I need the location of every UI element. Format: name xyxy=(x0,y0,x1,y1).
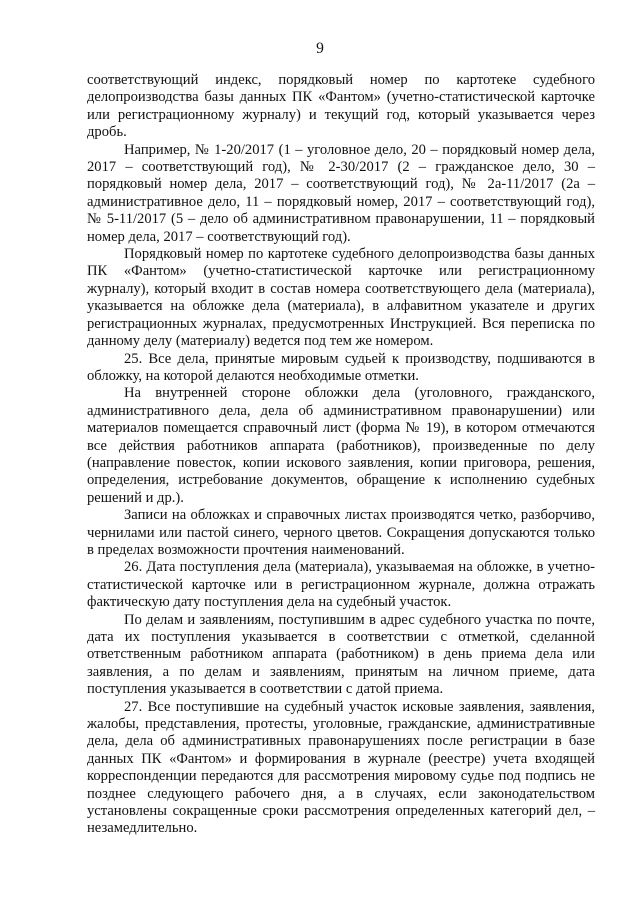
paragraph-item-27: 27. Все поступившие на судебный участок исковые заявления, заявления, жалобы, представления, протесты, уголовные, гражданские, административные дела, дела об административных правонарушениях после регистрации в базе данных ПК «Фантом» и формирования в журнале (реестре) учета входящей корреспонденции передаются для рассмотрения мировому судье под подпись не позднее следующего рабочего дня, а в случаях, если законодательством установлены сокращенные сроки рассмотрения определенных категорий дел, – незамедлительно. xyxy=(87,698,595,837)
paragraph-case-number-examples: Например, № 1-20/2017 (1 – уголовное дело, 20 – порядковый номер дела, 2017 – соответствующий год), № 2-30/2017 (2 – гражданское дело, 30 – порядковый номер дела, 2017 – соответствующий год), № 2а-11/2017 (2а – административное дело, 11 – порядковый номер, 2017 – соответствующий год), № 5-11/2017 (5 – дело об административном правонарушении, 11 – порядковый номер дела, 2017 – соответствующий год). xyxy=(87,141,595,245)
paragraph-reference-sheet: На внутренней стороне обложки дела (уголовного, гражданского, административного дела, дела об административном правонарушении) или материалов помещается справочный лист (форма № 19), в котором отмечаются все действия работников аппарата (работников), произведенные по делу (направление повесток, копии искового заявления, копии приговора, решения, определения, истребование документов, обращение к исполнению судебных решений и др.). xyxy=(87,385,595,506)
paragraph-item-26: 26. Дата поступления дела (материала), указываемая на обложке, в учетно-статистической карточке или в регистрационном журнале, должна отражать фактическую дату поступления дела на судебный участок. xyxy=(87,559,595,611)
paragraph-mail-receipt-date: По делам и заявлениям, поступившим в адрес судебного участка по почте, дата их поступления указывается в соответствии с отметкой, сделанной ответственным работником аппарата (работником) в день приема дела или заявления, а по делам и заявлениям, принятым на личном приеме, дата поступления указывается в соответствии с датой приема. xyxy=(87,611,595,698)
paragraph-records-on-covers: Записи на обложках и справочных листах производятся четко, разборчиво, чернилами или пастой синего, черного цветов. Сокращения допускаются только в пределах возможности прочтения наименований. xyxy=(87,507,595,558)
page-number: 9 xyxy=(316,40,324,57)
document-body xyxy=(87,72,595,838)
paragraph-sequence-number: Порядковый номер по картотеке судебного делопроизводства базы данных ПК «Фантом» (учетно-статистической карточке или регистрационному журналу), который входит в состав номера соответствующего дела (материала), указывается на обложке дела (материала), в алфавитном указателе и других регистрационных журналах, предусмотренных Инструкцией. Вся переписка по данному делу (материалу) ведется под тем же номером. xyxy=(87,246,595,350)
paragraph-case-index-continuation: соответствующий индекс, порядковый номер по картотеке судебного делопроизводства базы данных ПК «Фантом» (учетно-статистической карточке или регистрационному журналу) и текущий год, который указывается через дробь. xyxy=(87,72,595,141)
paragraph-item-25: 25. Все дела, принятые мировым судьей к производству, подшиваются в обложку, на которой делаются необходимые отметки. xyxy=(87,350,595,384)
